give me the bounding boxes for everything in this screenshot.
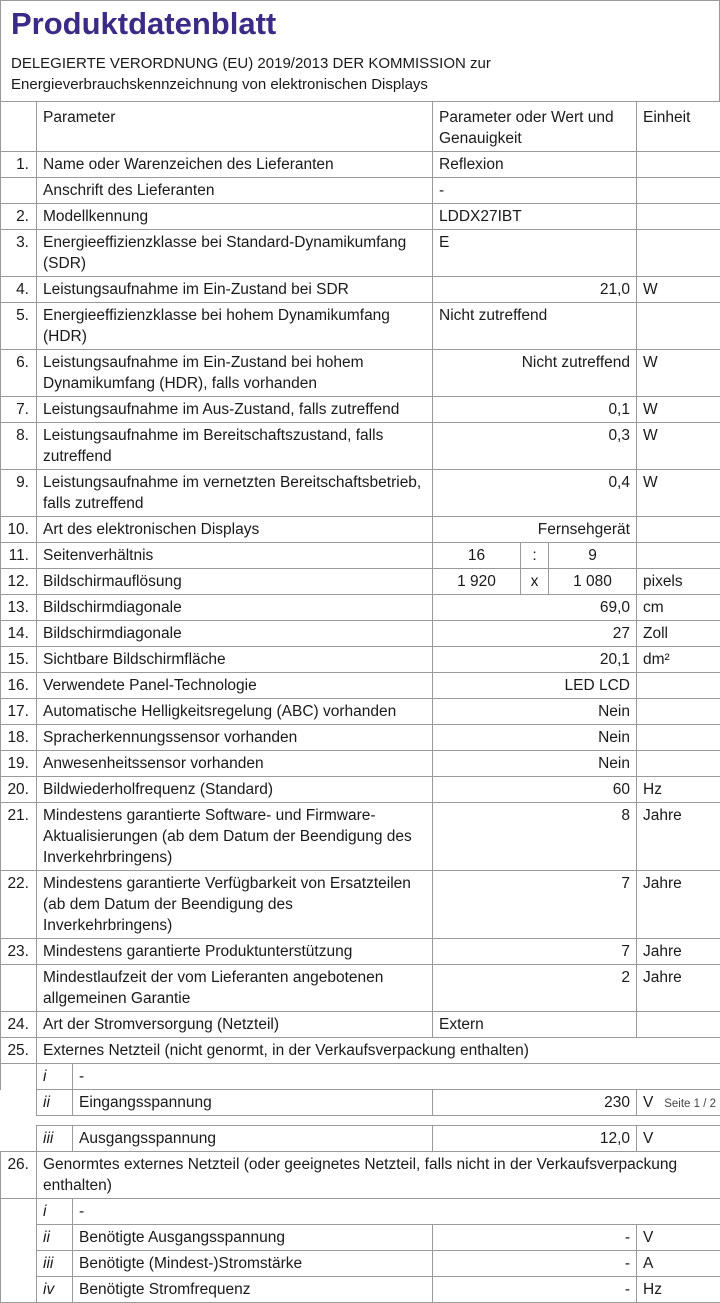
table-row: 26. Genormtes externes Netzteil (oder geeignetes Netzteil, falls nicht in der Verkaufsverpackung enthalten) [1, 1152, 720, 1199]
table-row: 22. Mindestens garantierte Verfügbarkeit von Ersatzteilen (ab dem Datum der Beendigung des Inverkehrbringens) 7 Jahre [1, 871, 720, 939]
table-row: 9. Leistungsaufnahme im vernetzten Bereitschaftsbetrieb, falls zutreffend 0,4 W [1, 470, 720, 517]
table-header-row [1, 102, 720, 152]
table-row: 17. Automatische Helligkeitsregelung (ABC) vorhanden Nein [1, 699, 720, 725]
table-row: 8. Leistungsaufnahme im Bereitschaftszustand, falls zutreffend 0,3 W [1, 423, 720, 470]
table-row: 21. Mindestens garantierte Software- und Firmware-Aktualisierungen (ab dem Datum der Beendigung des Inverkehrbringens) 8 Jahre [1, 803, 720, 871]
regulation-line-2: Energieverbrauchskennzeichnung von elektronischen Displays [11, 74, 711, 95]
table-row: 19. Anwesenheitssensor vorhanden Nein [1, 751, 720, 777]
table-row: 13. Bildschirmdiagonale 69,0 cm [1, 595, 720, 621]
column-header-unit: Einheit [637, 102, 720, 152]
table-row: 1. Name oder Warenzeichen des Lieferanten Reflexion [1, 152, 720, 178]
table-row: 11. Seitenverhältnis 16 : 9 [1, 543, 720, 569]
table-row: 14. Bildschirmdiagonale 27 Zoll [1, 621, 720, 647]
datasheet-header [0, 0, 720, 101]
table-row: 23. Mindestens garantierte Produktunterstützung 7 Jahre [1, 939, 720, 965]
table-row: 18. Spracherkennungssensor vorhanden Nein [1, 725, 720, 751]
table-row: 2. Modellkennung LDDX27IBT [1, 204, 720, 230]
table-sub-row: ii Benötigte Ausgangsspannung - V [1, 1225, 720, 1251]
datasheet-page-2 [0, 1125, 720, 1303]
table-row: 20. Bildwiederholfrequenz (Standard) 60 Hz [1, 777, 720, 803]
page-number: Seite 1 / 2 [664, 1098, 716, 1110]
table-sub-row: ii Eingangsspannung 230 V [1, 1090, 720, 1116]
table-row: 10. Art des elektronischen Displays Fernsehgerät [1, 517, 720, 543]
table-row: 7. Leistungsaufnahme im Aus-Zustand, falls zutreffend 0,1 W [1, 397, 720, 423]
table-row: 16. Verwendete Panel-Technologie LED LCD [1, 673, 720, 699]
table-row: 4. Leistungsaufnahme im Ein-Zustand bei SDR 21,0 W [1, 277, 720, 303]
table-row: Mindestlaufzeit der vom Lieferanten angebotenen allgemeinen Garantie 2 Jahre [1, 965, 720, 1012]
column-header-parameter: Parameter [37, 102, 433, 152]
table-row: 12. Bildschirmauflösung 1 920 x 1 080 pixels [1, 569, 720, 595]
table-sub-row: iii Ausgangsspannung 12,0 V [1, 1126, 720, 1152]
table-sub-row: iv Benötigte Stromfrequenz - Hz [1, 1277, 720, 1303]
table-row: 5. Energieeffizienzklasse bei hohem Dynamikumfang (HDR) Nicht zutreffend [1, 303, 720, 350]
page-title: Produktdatenblatt [11, 5, 711, 43]
table-row: 15. Sichtbare Bildschirmfläche 20,1 dm² [1, 647, 720, 673]
table-row: 3. Energieeffizienzklasse bei Standard-Dynamikumfang (SDR) E [1, 230, 720, 277]
table-row: 6. Leistungsaufnahme im Ein-Zustand bei hohem Dynamikumfang (HDR), falls vorhanden Nicht zutreffend W [1, 350, 720, 397]
table-sub-row: i - [1, 1199, 720, 1225]
parameter-table-continued [0, 1125, 720, 1303]
table-sub-row: iii Benötigte (Mindest-)Stromstärke - A [1, 1251, 720, 1277]
table-row: 25. Externes Netzteil (nicht genormt, in der Verkaufsverpackung enthalten) [1, 1038, 720, 1064]
table-row: 24. Art der Stromversorgung (Netzteil) Extern [1, 1012, 720, 1038]
parameter-table [0, 101, 720, 1116]
column-header-value: Parameter oder Wert und Genauigkeit [433, 102, 637, 152]
table-sub-row: i - [1, 1064, 720, 1090]
table-row: Anschrift des Lieferanten - [1, 178, 720, 204]
regulation-line-1: DELEGIERTE VERORDNUNG (EU) 2019/2013 DER KOMMISSION zur [11, 53, 711, 74]
